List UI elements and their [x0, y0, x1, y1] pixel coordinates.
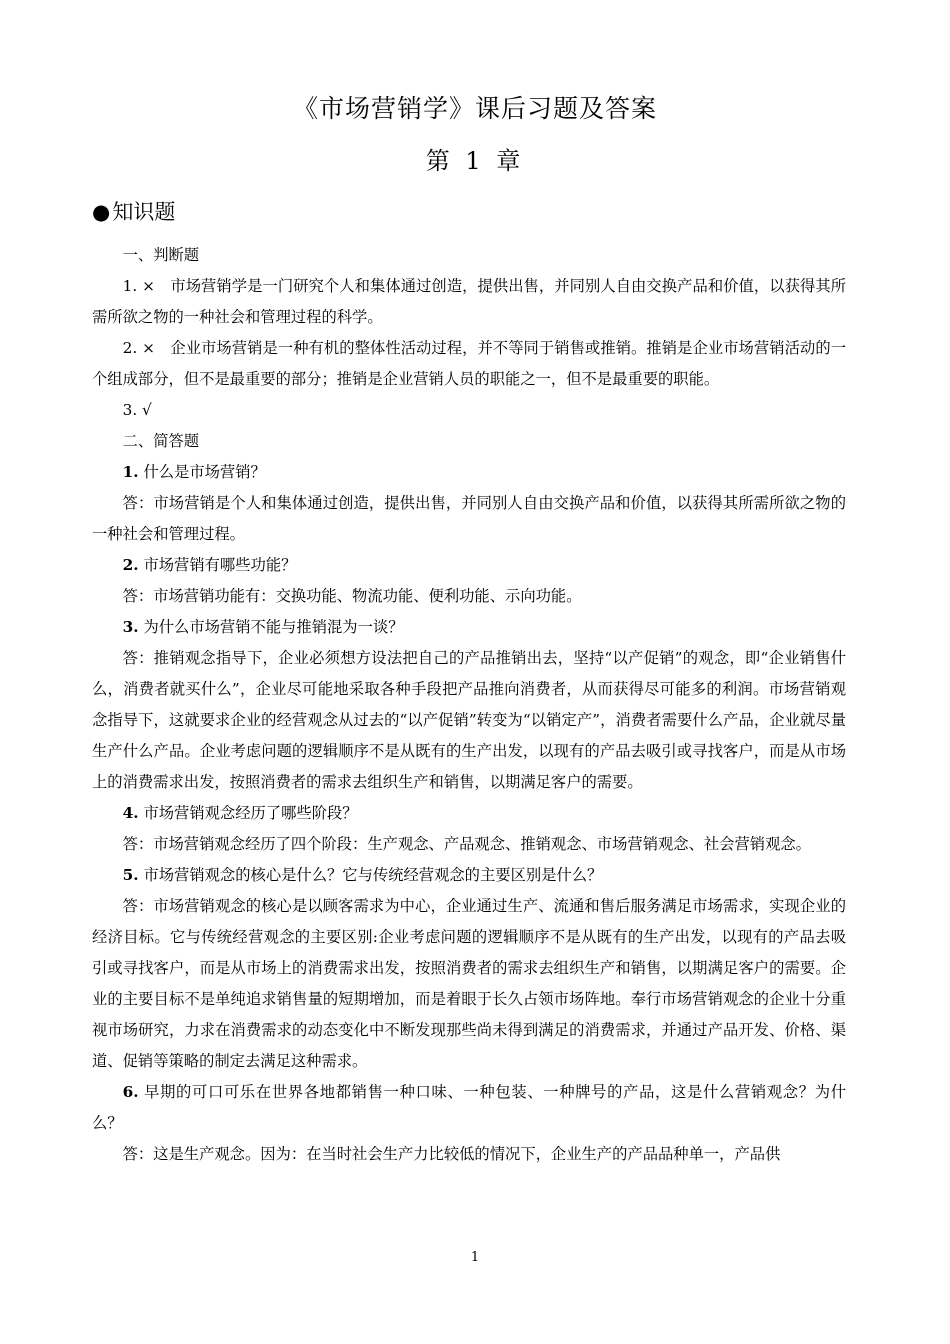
judgement-item-1: 1. × 市场营销学是一门研究个人和集体通过创造，提供出售，并同别人自由交换产品和价值，以获得其所需所欲之物的一种社会和管理过程的科学。: [92, 277, 846, 326]
question-text: 市场营销有哪些功能？: [138, 556, 297, 574]
section-heading: [92, 197, 175, 227]
question-3: [92, 612, 846, 643]
answer-6: 答：这是生产观念。因为：在当时社会生产力比较低的情况下，企业生产的产品品种单一，产品供: [122, 1145, 781, 1163]
bullet-icon: ●: [92, 200, 111, 224]
question-1: [92, 457, 846, 488]
judgement-item-3: 3. √: [122, 401, 152, 419]
question-6: [92, 1077, 846, 1139]
question-text: 早期的可口可乐在世界各地都销售一种口味、一种包装、一种牌号的产品，这是什么营销观念？为什么？: [92, 1083, 846, 1132]
question-number: 6.: [122, 1083, 139, 1101]
document-body: [92, 240, 846, 1170]
question-5: [92, 860, 846, 891]
question-number: 1.: [122, 463, 139, 481]
answer-5: 答：市场营销观念的核心是以顾客需求为中心，企业通过生产、流通和售后服务满足市场需求，实现企业的经济目标。它与传统经营观念的主要区别:企业考虑问题的逻辑顺序不是从既有的生产出发，以现有的产品去吸引或寻找客户，而是从市场上的消费需求出发，按照消费者的需求去组织生产和销售，以期满足客户的需要。企业的主要目标不是单纯追求销售量的短期增加，而是着眼于长久占领市场阵地。奉行市场营销观念的企业十分重视市场研究，力求在消费需求的动态变化中不断发现那些尚未得到满足的消费需求，并通过产品开发、价格、渠道、促销等策略的制定去满足这种需求。: [92, 897, 846, 1070]
question-text: 什么是市场营销？: [138, 463, 266, 481]
chapter-heading: 第 1 章: [425, 147, 525, 175]
question-4: [92, 798, 846, 829]
page-number: 1: [470, 1250, 480, 1265]
subsection-heading-judgement: 一、判断题: [122, 246, 200, 264]
document-title: 《市场营销学》课后习题及答案: [292, 94, 657, 123]
question-2: [92, 550, 846, 581]
question-number: 3.: [122, 618, 139, 636]
question-number: 4.: [122, 804, 139, 822]
question-text: 市场营销观念的核心是什么？它与传统经营观念的主要区别是什么？: [138, 866, 603, 884]
subsection-heading-short-answer: 二、简答题: [122, 432, 200, 450]
answer-4: 答：市场营销观念经历了四个阶段：生产观念、产品观念、推销观念、市场营销观念、社会营销观念。: [122, 835, 811, 853]
judgement-item-2: 2. × 企业市场营销是一种有机的整体性活动过程，并不等同于销售或推销。推销是企业市场营销活动的一个组成部分，但不是最重要的部分；推销是企业营销人员的职能之一，但不是最重要的职能。: [92, 339, 846, 388]
answer-2: 答：市场营销功能有：交换功能、物流功能、便利功能、示向功能。: [122, 587, 582, 605]
answer-3: 答：推销观念指导下，企业必须想方设法把自己的产品推销出去，坚持“以产促销”的观念，即“企业销售什么，消费者就买什么”，企业尽可能地采取各种手段把产品推向消费者，从而获得尽可能多的利润。市场营销观念指导下，这就要求企业的经营观念从过去的“以产促销”转变为“以销定产”，消费者需要什么产品，企业就尽量生产什么产品。企业考虑问题的逻辑顺序不是从既有的生产出发，以现有的产品去吸引或寻找客户，而是从市场上的消费需求出发，按照消费者的需求去组织生产和销售，以期满足客户的需要。: [92, 649, 846, 791]
answer-1: 答：市场营销是个人和集体通过创造，提供出售，并同别人自由交换产品和价值，以获得其所需所欲之物的一种社会和管理过程。: [92, 494, 846, 543]
question-number: 5.: [122, 866, 139, 884]
question-text: 市场营销观念经历了哪些阶段？: [138, 804, 358, 822]
section-title: 知识题: [112, 200, 176, 224]
question-number: 2.: [122, 556, 139, 574]
question-text: 为什么市场营销不能与推销混为一谈？: [138, 618, 404, 636]
